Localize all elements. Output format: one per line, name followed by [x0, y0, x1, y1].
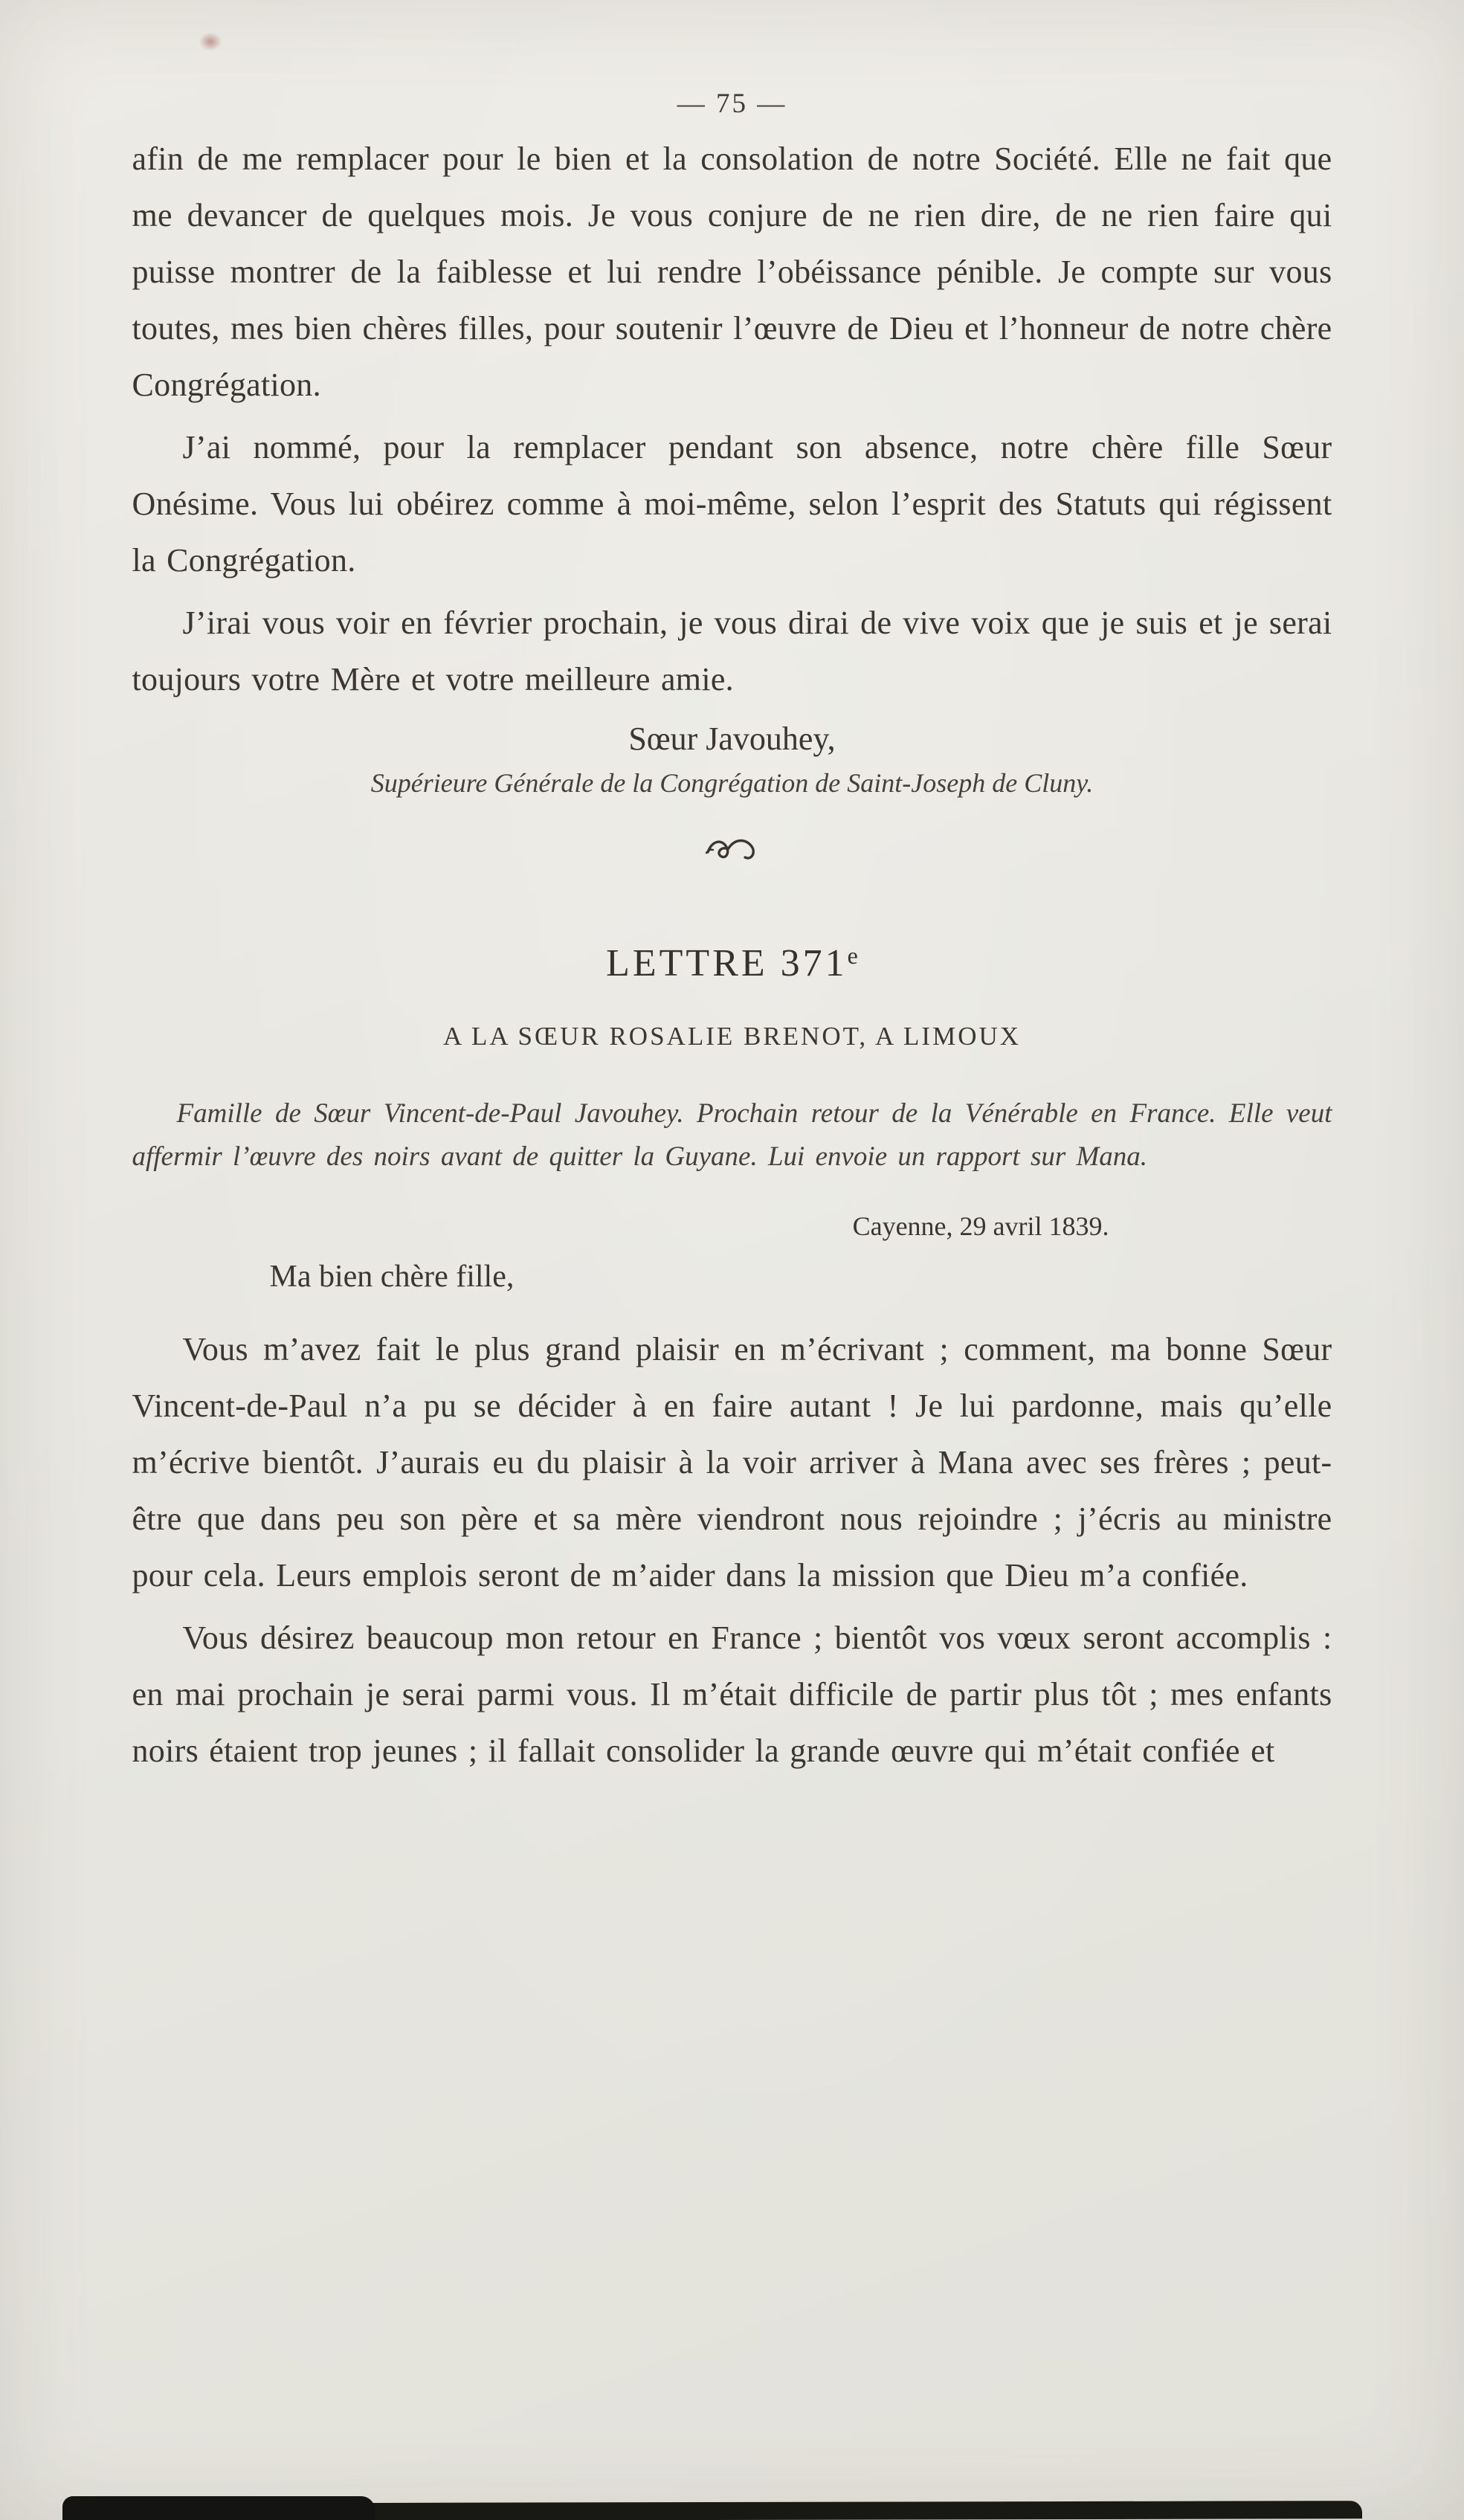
letter-body-paragraph: Vous désirez beaucoup mon retour en France ; bientôt vos vœux seront accomplis : en mai prochain je serai parmi vous. Il m’était difficile de partir plus tôt ; mes enfants noirs étaient trop jeunes ; il fallait consolider la grande œuvre qui m’était confiée et: [132, 1620, 1332, 1769]
letter-heading-text: LETTRE 371: [606, 942, 848, 985]
letter-heading-superscript: e: [847, 942, 858, 969]
letter-salutation: Ma bien chère fille,: [269, 1260, 515, 1294]
letter-dateline: Cayenne, 29 avril 1839.: [852, 1211, 1109, 1241]
letter-heading: [132, 934, 1332, 985]
letter-summary: Famille de Sœur Vincent-de-Paul Javouhey. Prochain retour de la Vénérable en France. Elle veut affermir l’œuvre des noirs avant de quitter la Guyane. Lui envoie un rapport sur Mana.: [132, 1098, 1332, 1172]
letter-body-paragraph: Vous m’avez fait le plus grand plaisir en m’écrivant ; comment, ma bonne Sœur Vincent-de-Paul n’a pu se décider à en faire autant ! Je lui pardonne, mais qu’elle m’écrive bientôt. J’aurais eu du plaisir à la voir arriver à Mana avec ses frères ; peut-être que dans peu son père et sa mère viendront nous rejoindre ; j’écris au ministre pour cela. Leurs emplois seront de m’aider dans la mission que Dieu m’a confiée.: [132, 1331, 1332, 1593]
section-divider: [132, 833, 1332, 867]
signature-name: Sœur Javouhey,: [628, 721, 836, 757]
letter-recipient: A LA SŒUR ROSALIE BRENOT, A LIMOUX: [442, 1022, 1022, 1051]
paragraph-continuation: afin de me remplacer pour le bien et la consolation de notre Société. Elle ne fait que me devancer de quelques mois. Je vous conjure de ne rien dire, de ne rien faire qui puisse montrer de la faiblesse et lui rendre l’obéissance pénible. Je compte sur vous toutes, mes bien chères filles, pour soutenir l’œuvre de Dieu et l’honneur de notre chère Congrégation.: [132, 141, 1332, 403]
scan-stain-artifact: [199, 33, 222, 51]
page-number: — 75 —: [677, 88, 787, 119]
text-block: [132, 131, 1332, 1779]
signature-title: Supérieure Générale de la Congrégation de Saint-Joseph de Cluny.: [370, 768, 1094, 798]
paragraph: J’irai vous voir en février prochain, je vous dirai de vive voix que je suis et je serai toujours votre Mère et votre meilleure amie.: [132, 605, 1332, 697]
scan-edge-artifact: [62, 2496, 375, 2520]
fleuron-icon: [704, 833, 761, 867]
paragraph: J’ai nommé, pour la remplacer pendant son absence, notre chère fille Sœur Onésime. Vous lui obéirez comme à moi-même, selon l’esprit des Statuts qui régissent la Congrégation.: [132, 429, 1332, 579]
